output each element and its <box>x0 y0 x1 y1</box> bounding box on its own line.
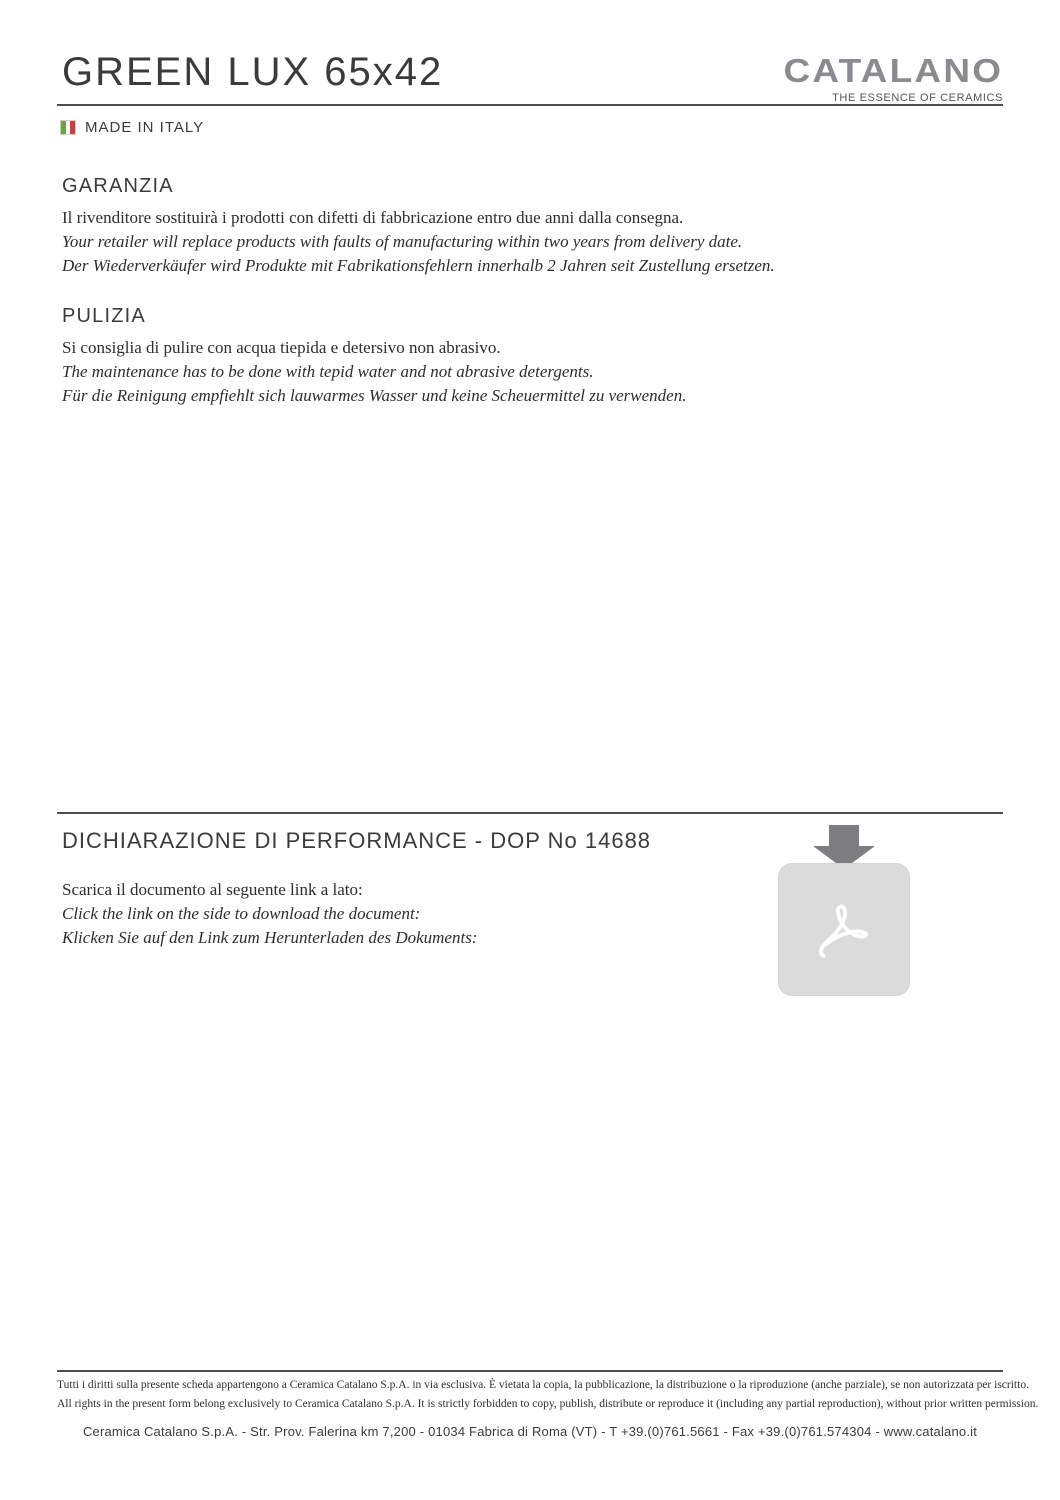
dop-heading: DICHIARAZIONE DI PERFORMANCE - DOP No 14688 <box>62 828 652 853</box>
section-garanzia <box>62 175 775 278</box>
section-pulizia <box>62 305 686 408</box>
acrobat-glyph-icon <box>801 887 887 973</box>
pulizia-text-it: Si consiglia di pulire con acqua tiepida e detersivo non abrasivo. <box>62 338 501 357</box>
garanzia-text-it: Il rivenditore sostituirà i prodotti con difetti di fabbricazione entro due anni dalla consegna. <box>62 208 684 227</box>
dop-text-de: Klicken Sie auf den Link zum Herunterladen des Dokuments: <box>62 928 478 947</box>
italy-flag-icon <box>60 120 76 135</box>
dop-text-en: Click the link on the side to download the document: <box>62 904 421 923</box>
logo-tagline: THE ESSENCE OF CERAMICS <box>832 92 1003 104</box>
pulizia-heading: PULIZIA <box>62 305 146 327</box>
dop-download-link[interactable] <box>778 820 910 998</box>
dop-text-it: Scarica il documento al seguente link a lato: <box>62 880 363 899</box>
dop-divider <box>57 812 1003 814</box>
garanzia-text-en: Your retailer will replace products with faults of manufacturing within two years from delivery date. <box>62 232 743 251</box>
pulizia-text-en: The maintenance has to be done with tepid water and not abrasive detergents. <box>62 362 594 381</box>
pdf-download-icon <box>778 863 910 996</box>
footer-rights-it: Tutti i diritti sulla presente scheda appartengono a Ceramica Catalano S.p.A. in via esclusiva. È vietata la copia, la pubblicazione, la distribuzione o la riproduzione (anche parziale), se non autorizzata per iscritto. <box>57 1379 1029 1391</box>
footer-divider <box>57 1370 1003 1372</box>
pulizia-text-de: Für die Reinigung empfiehlt sich lauwarmes Wasser und keine Scheuermittel zu verwenden. <box>62 386 687 405</box>
made-in-italy <box>60 119 204 136</box>
garanzia-heading: GARANZIA <box>62 175 174 197</box>
brand-logo <box>783 52 1003 104</box>
page-title: GREEN LUX 65x42 <box>62 50 444 94</box>
section-dop <box>62 828 651 950</box>
catalano-logo: CATALANO <box>783 52 1003 89</box>
footer-rights-en: All rights in the present form belong exclusively to Ceramica Catalano S.p.A. It is strictly forbidden to copy, publish, distribute or reproduce it (including any partial reproduction), without prior written permission. <box>57 1398 1039 1410</box>
made-in-italy-label: MADE IN ITALY <box>85 119 205 136</box>
header-divider <box>57 104 1003 106</box>
footer-address: Ceramica Catalano S.p.A. - Str. Prov. Falerina km 7,200 - 01034 Fabrica di Roma (VT) - T +39.(0)761.5661 - Fax +39.(0)761.574304 - www.catalano.it <box>82 1424 978 1439</box>
garanzia-text-de: Der Wiederverkäufer wird Produkte mit Fabrikationsfehlern innerhalb 2 Jahren seit Zustellung ersetzen. <box>62 256 775 275</box>
